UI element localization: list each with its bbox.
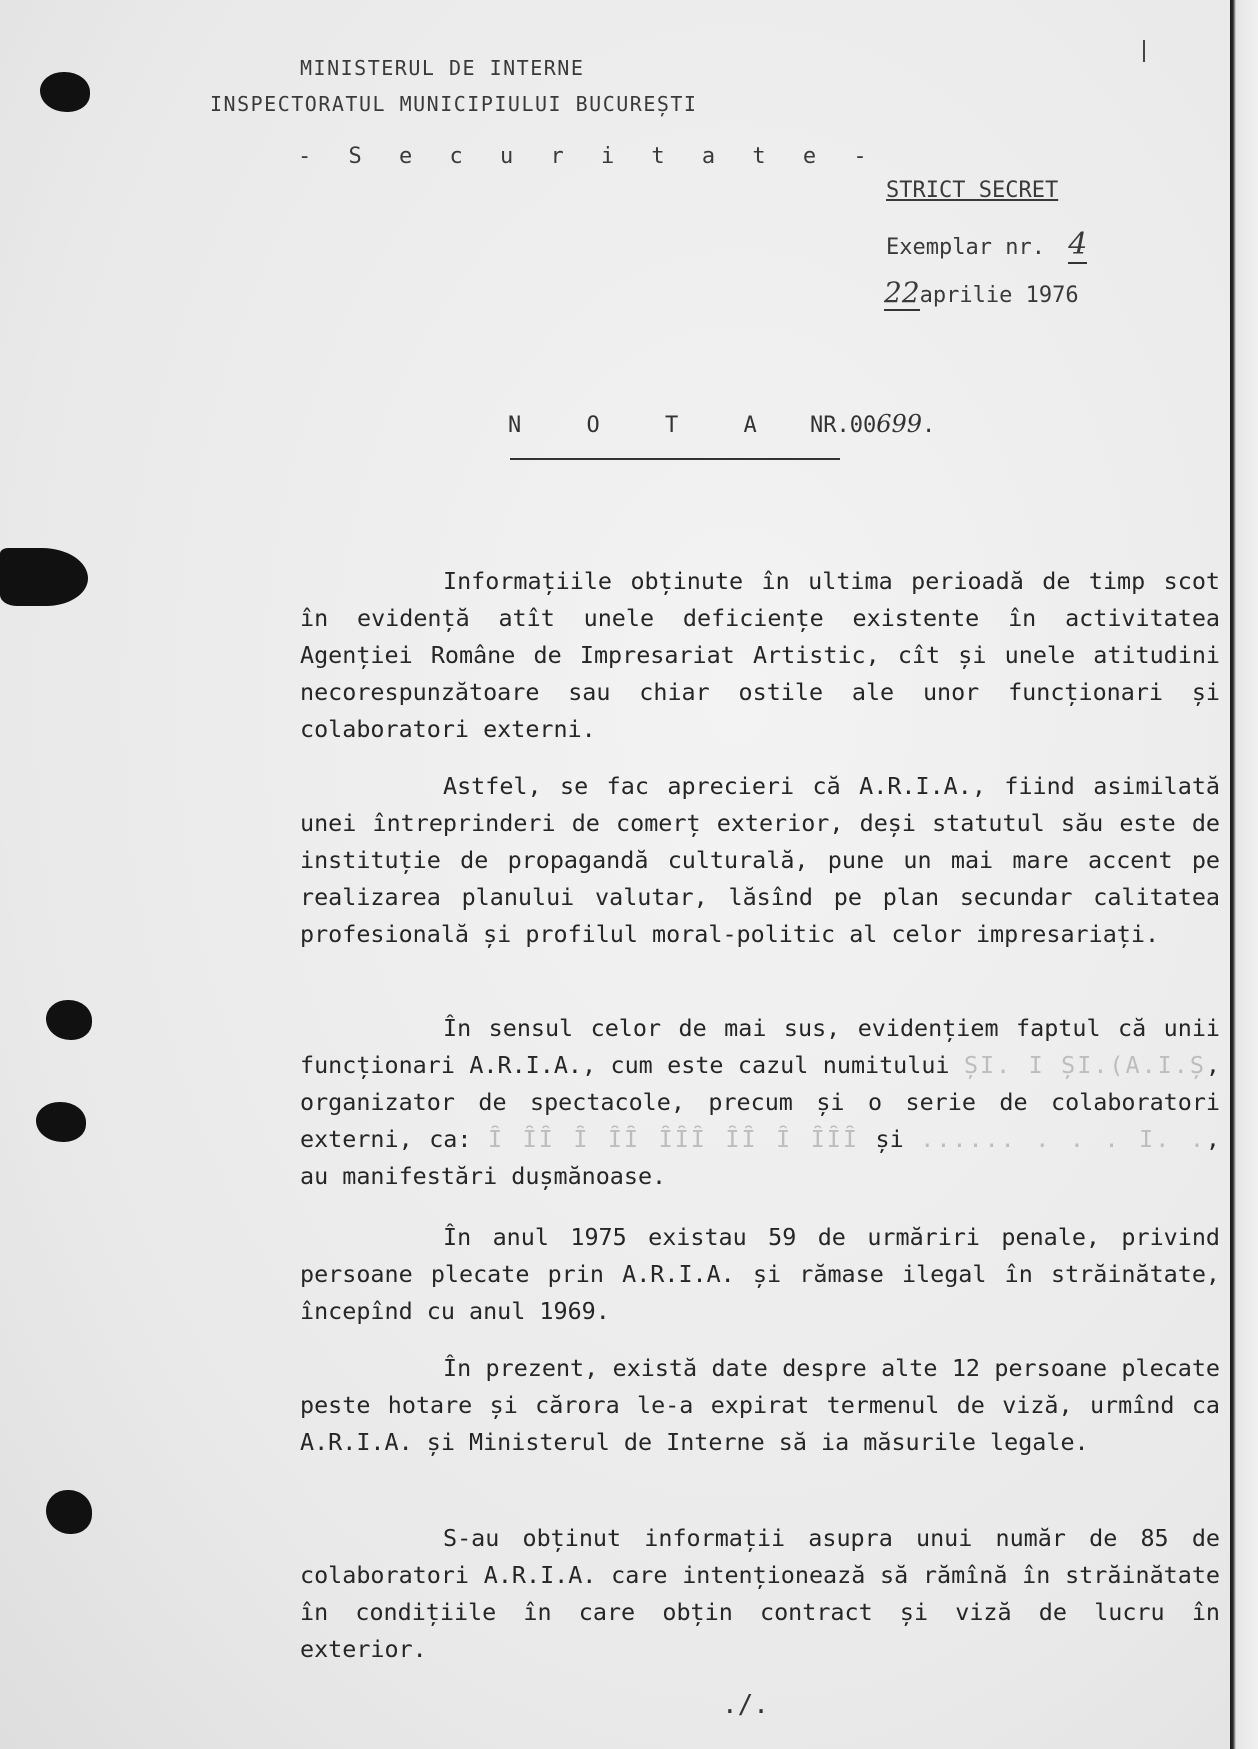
punch-hole-1 [40, 72, 90, 112]
document-title [508, 410, 935, 438]
paragraph-2 [300, 768, 1220, 953]
paragraph-2-text: Astfel, se fac aprecieri că A.R.I.A., fiind asimilată unei întreprinderi de comerț exterior, deși statutul său este de instituție de propagandă culturală, pune un mai mare accent pe realizarea planului valutar, lăsînd pe plan secundar calitatea profesională și profilul moral-politic al celor impresariați. [300, 772, 1220, 948]
ministry-name: MINISTERUL DE INTERNE [300, 56, 585, 80]
nota-number-suffix: . [922, 413, 936, 438]
date-day: 22 [884, 276, 920, 309]
classification-level: STRICT SECRET [886, 178, 1059, 203]
document-date [884, 276, 1079, 309]
punch-hole-3 [46, 1000, 92, 1040]
paragraph-4 [300, 1219, 1220, 1330]
margin-tick [1143, 40, 1145, 62]
punch-hole-5 [46, 1490, 92, 1534]
paragraph-1 [300, 563, 1220, 748]
paragraph-5-text: În prezent, există date despre alte 12 persoane plecate peste hotare și cărora le-a expirat termenul de viză, urmînd ca A.R.I.A. și Ministerul de Interne să ia măsurile legale. [300, 1354, 1220, 1456]
redacted-name-2: Ȋ ȊȊ Ȋ ȊȊ ȊȊȊ ȊȊ Ȋ ȊȊȊ [488, 1125, 859, 1153]
date-month-year: aprilie 1976 [919, 283, 1079, 308]
continuation-mark: ./. [722, 1690, 769, 1720]
redacted-name-3: ...... . . . I. . [920, 1125, 1206, 1153]
p3-part-c: și [875, 1125, 904, 1153]
copy-number-line [886, 227, 1087, 262]
title-underline [510, 458, 840, 460]
copy-number: 4 [1068, 227, 1088, 262]
punch-hole-4 [36, 1102, 86, 1142]
p3-part-d: , au manifestări dușmănoase. [300, 1125, 1221, 1190]
department-name: - S e c u r i t a t e - [298, 144, 879, 169]
paragraph-3-text [300, 1010, 1220, 1195]
nota-number-hand: 699 [876, 410, 923, 438]
paragraph-1-text: Informațiile obținute în ultima perioadă de timp scot în evidență atît unele deficiențe existente în activitatea Agenției Române de Impresariat Artistic, cît și unele atitudini necorespunzătoare sau chiar ostile ale unor funcționari și colaboratori externi. [300, 567, 1220, 743]
paragraph-6 [300, 1520, 1220, 1668]
page-edge-shadow [1230, 0, 1258, 1749]
nota-number-prefix: NR.00 [809, 413, 877, 438]
p3-part-a: În sensul celor de mai sus, evidențiem faptul că unii funcționari A.R.I.A., cum este cazul numitului [300, 1014, 1220, 1079]
p3-part-b: , organizator de spectacole, precum și o serie de colaboratori externi, ca: [300, 1051, 1220, 1153]
inspectorate-name: INSPECTORATUL MUNICIPIULUI BUCUREȘTI [210, 92, 698, 116]
paragraph-4-text: În anul 1975 existau 59 de urmăriri penale, privind persoane plecate prin A.R.I.A. și rămase ilegal în străinătate, începînd cu anul 1969. [300, 1223, 1220, 1325]
paragraph-3 [300, 1010, 1220, 1195]
copy-label: Exemplar nr. [886, 235, 1045, 260]
paragraph-6-text: S-au obținut informații asupra unui număr de 85 de colaboratori A.R.I.A. care intenționează să rămînă în străinătate în condițiile în care obțin contract și viză de lucru în exterior. [300, 1524, 1220, 1663]
nota-label: N O T A [508, 413, 783, 438]
redacted-name-1: ȘI. I ȘI.(A.I.Ș [963, 1051, 1206, 1079]
punch-hole-2 [0, 548, 88, 606]
paragraph-5 [300, 1350, 1220, 1461]
